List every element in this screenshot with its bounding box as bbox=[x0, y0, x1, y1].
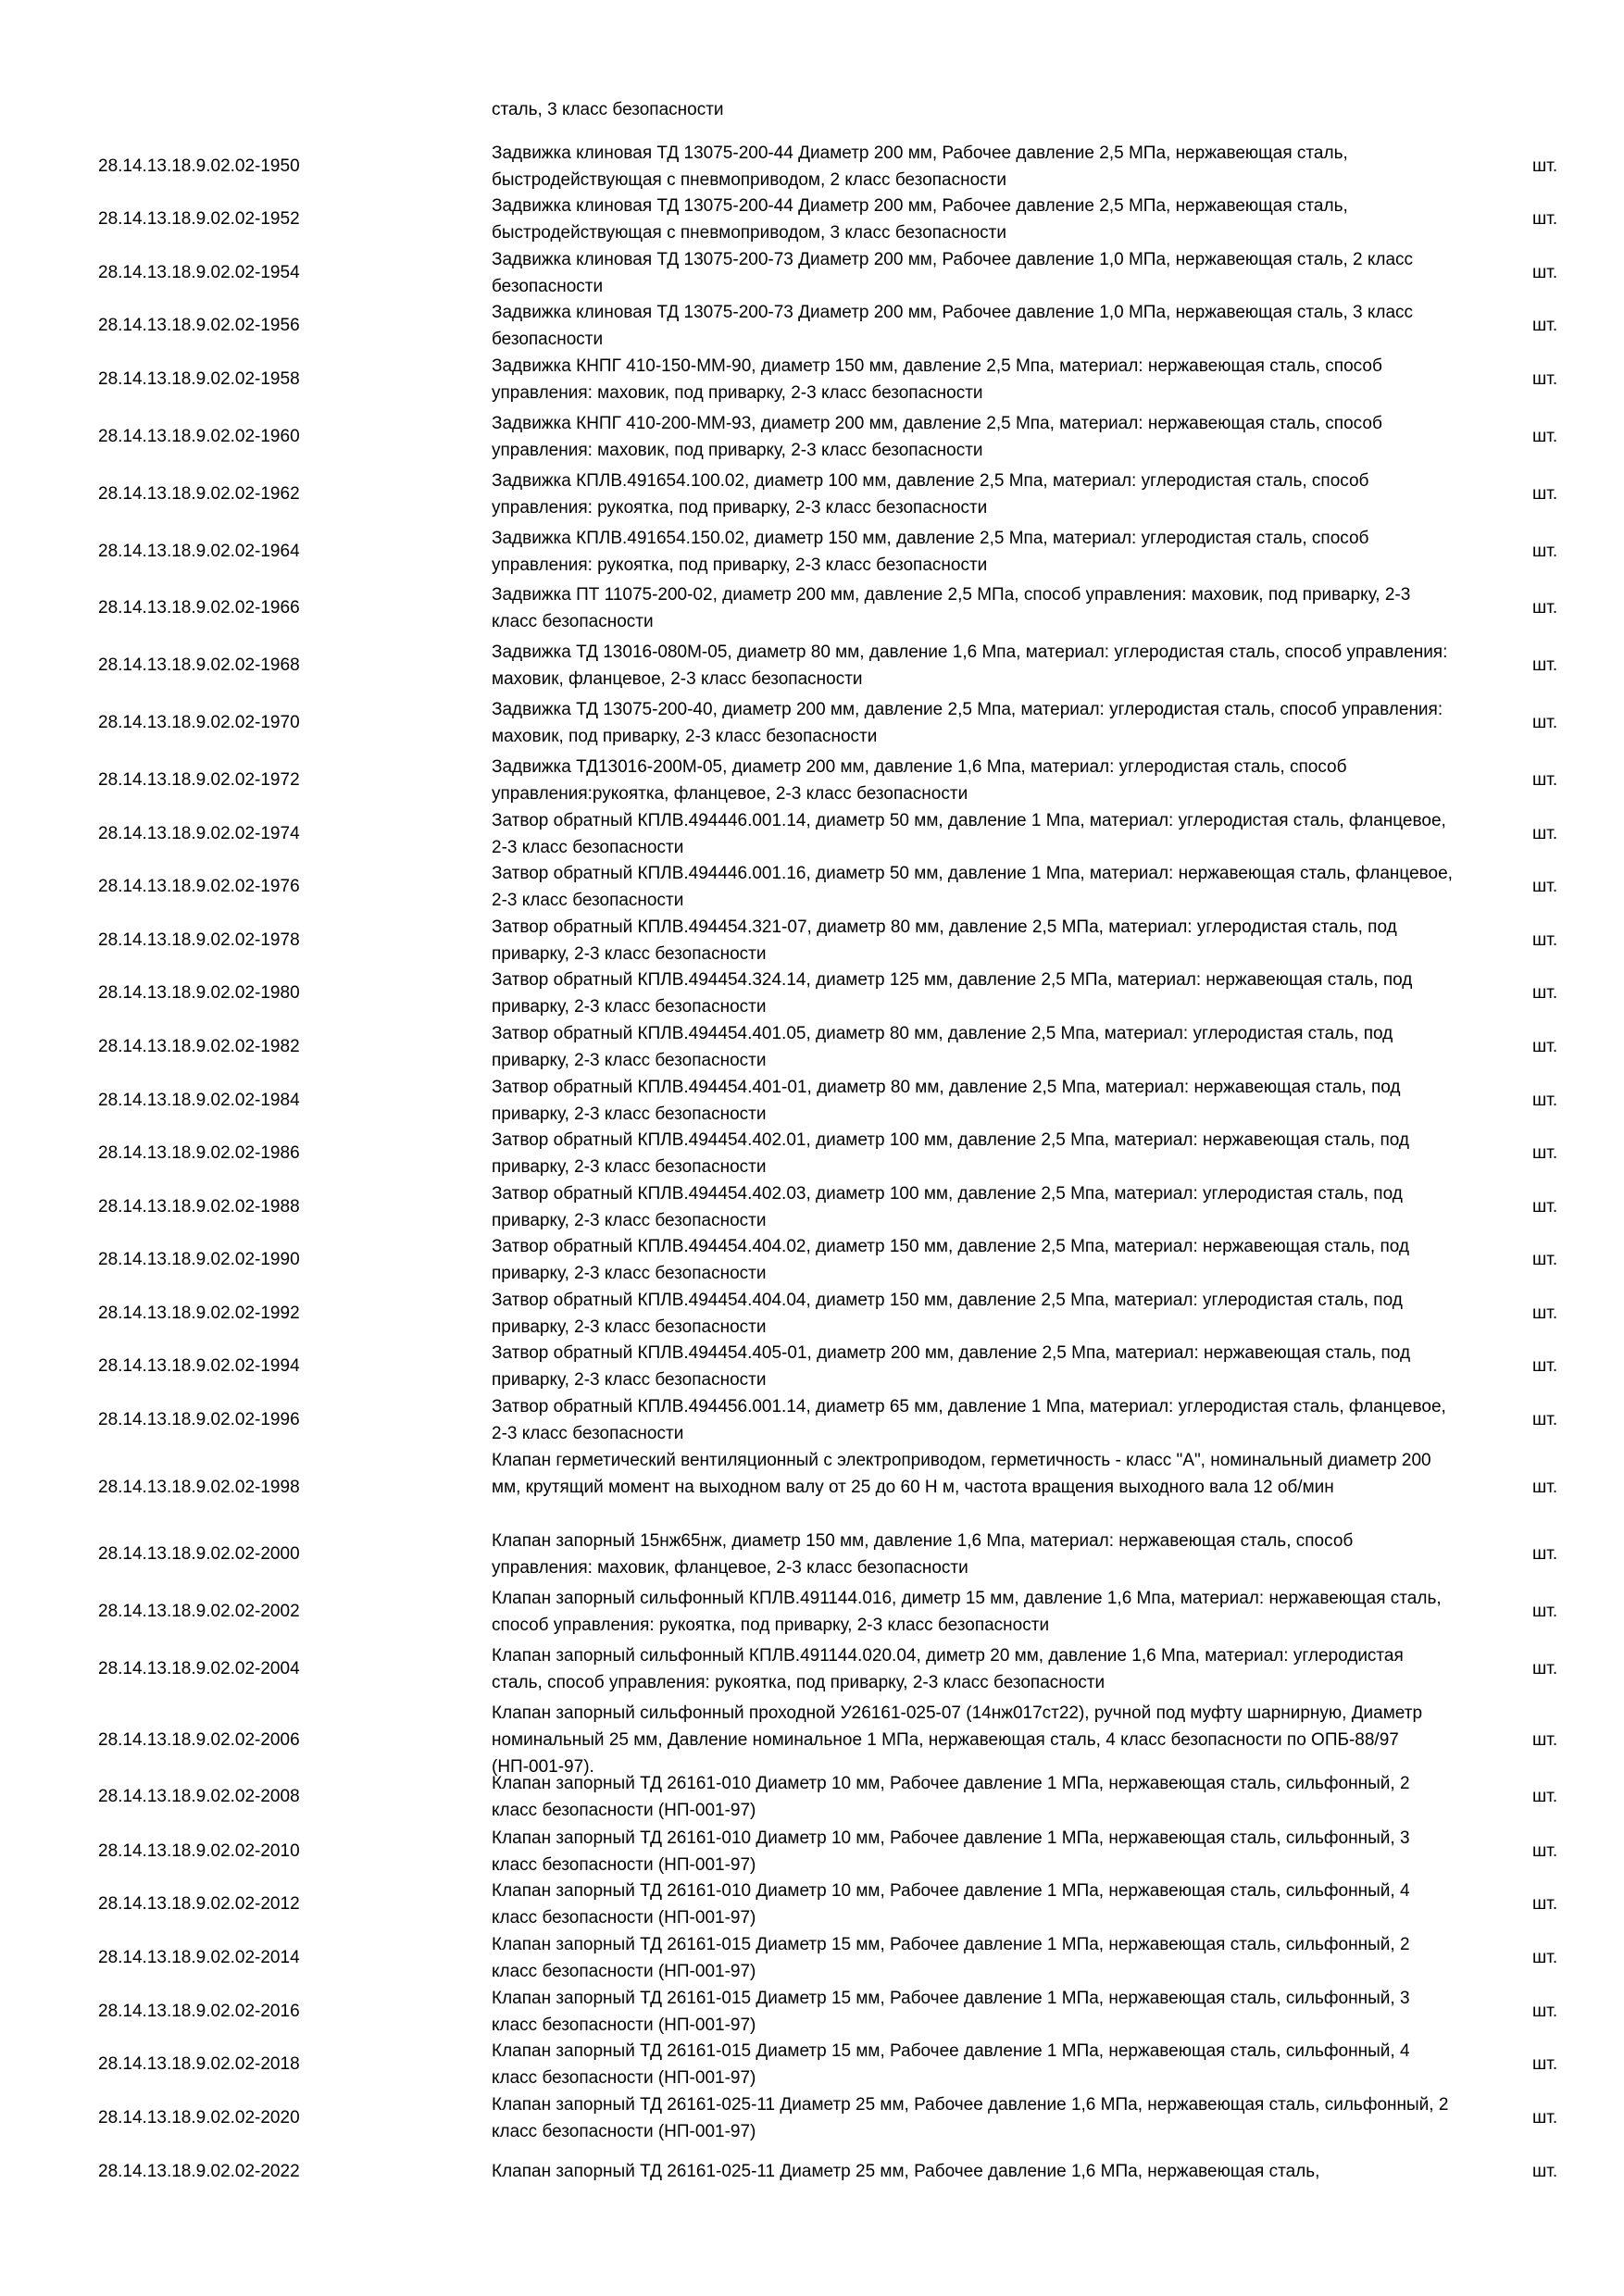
row-code: 28.14.13.18.9.02.02-2020 bbox=[98, 2108, 300, 2128]
row-description: Задвижка ПТ 11075-200-02, диаметр 200 мм, давление 2,5 МПа, способ управления: маховик, под приварку, 2-3 класс безопасности bbox=[492, 585, 1411, 631]
row-description: Задвижка КНПГ 410-150-ММ-90, диаметр 150 мм, давление 2,5 Мпа, материал: нержавеющая сталь, способ управления: маховик, под приварку, 2-3 класс безопасности bbox=[492, 356, 1382, 403]
row-code: 28.14.13.18.9.02.02-2000 bbox=[98, 1544, 300, 1564]
row-code: 28.14.13.18.9.02.02-2008 bbox=[98, 1787, 300, 1806]
row-description: Затвор обратный КПЛВ.494454.402.01, диаметр 100 мм, давление 2,5 Мпа, материал: нержавеющая сталь, под приварку, 2-3 класс безопасности bbox=[492, 1130, 1409, 1177]
row-code: 28.14.13.18.9.02.02-1950 bbox=[98, 156, 300, 176]
row-code: 28.14.13.18.9.02.02-1992 bbox=[98, 1304, 300, 1323]
row-code: 28.14.13.18.9.02.02-1982 bbox=[98, 1037, 300, 1056]
row-unit: шт. bbox=[1532, 484, 1558, 504]
row-description: Задвижка ТД13016-200М-05, диаметр 200 мм, давление 1,6 Мпа, материал: углеродистая сталь, способ управления:рукоятка, фланцевое, 2-3 класс безопасности bbox=[492, 757, 1347, 804]
row-description: Клапан запорный сильфонный проходной У26161-025-07 (14нж017ст22), ручной под муфту шарнирную, Диаметр номинальный 25 мм, Давление номинальное 1 МПа, нержавеющая сталь, 4 класс безопасности по ОПБ-88/97 (НП-001-97). bbox=[492, 1703, 1423, 1777]
row-unit: шт. bbox=[1532, 770, 1558, 790]
row-description: Задвижка клиновая ТД 13075-200-44 Диаметр 200 мм, Рабочее давление 2,5 МПа, нержавеющая сталь, быстродействующая с пневмоприводом, 2 класс безопасности bbox=[492, 144, 1348, 190]
row-description: Задвижка ТД 13075-200-40, диаметр 200 мм, давление 2,5 Мпа, материал: углеродистая сталь, способ управления: маховик, под приварку, 2-3 класс безопасности bbox=[492, 700, 1443, 746]
row-description: Затвор обратный КПЛВ.494454.404.04, диаметр 150 мм, давление 2,5 Мпа, материал: углеродистая сталь, под приварку, 2-3 класс безопасности bbox=[492, 1291, 1403, 1337]
row-description: Клапан запорный ТД 26161-010 Диаметр 10 мм, Рабочее давление 1 МПа, нержавеющая сталь, сильфонный, 2 класс безопасности (НП-001-97) bbox=[492, 1774, 1410, 1820]
row-code: 28.14.13.18.9.02.02-1974 bbox=[98, 824, 300, 843]
row-code: 28.14.13.18.9.02.02-1964 bbox=[98, 542, 300, 561]
row-code: 28.14.13.18.9.02.02-1996 bbox=[98, 1410, 300, 1429]
row-code: 28.14.13.18.9.02.02-1976 bbox=[98, 877, 300, 896]
row-description: Затвор обратный КПЛВ.494454.401-01, диаметр 80 мм, давление 2,5 Мпа, материал: нержавеющая сталь, под приварку, 2-3 класс безопасности bbox=[492, 1078, 1401, 1124]
row-description: Задвижка клиновая ТД 13075-200-73 Диаметр 200 мм, Рабочее давление 1,0 МПа, нержавеющая сталь, 3 класс безопасности bbox=[492, 303, 1414, 349]
row-unit: шт. bbox=[1532, 156, 1558, 176]
row-code: 28.14.13.18.9.02.02-2016 bbox=[98, 2002, 300, 2021]
row-description: Затвор обратный КПЛВ.494454.404.02, диаметр 150 мм, давление 2,5 Мпа, материал: нержавеющая сталь, под приварку, 2-3 класс безопасности bbox=[492, 1237, 1409, 1283]
row-unit: шт. bbox=[1532, 1948, 1558, 1967]
row-code: 28.14.13.18.9.02.02-1962 bbox=[98, 484, 300, 504]
row-code: 28.14.13.18.9.02.02-1970 bbox=[98, 713, 300, 732]
row-code: 28.14.13.18.9.02.02-1968 bbox=[98, 655, 300, 675]
row-unit: шт. bbox=[1532, 824, 1558, 843]
row-description: Затвор обратный КПЛВ.494454.402.03, диаметр 100 мм, давление 2,5 Мпа, материал: углеродистая сталь, под приварку, 2-3 класс безопасности bbox=[492, 1184, 1403, 1230]
row-description: Затвор обратный КПЛВ.494454.401.05, диаметр 80 мм, давление 2,5 Мпа, материал: углеродистая сталь, под приварку, 2-3 класс безопасности bbox=[492, 1024, 1393, 1070]
row-unit: шт. bbox=[1532, 1356, 1558, 1376]
row-code: 28.14.13.18.9.02.02-1956 bbox=[98, 316, 300, 335]
row-description: Задвижка ТД 13016-080М-05, диаметр 80 мм, давление 1,6 Мпа, материал: углеродистая сталь, способ управления: маховик, фланцевое, 2-3 класс безопасности bbox=[492, 643, 1448, 689]
row-code: 28.14.13.18.9.02.02-1952 bbox=[98, 209, 300, 229]
row-code: 28.14.13.18.9.02.02-1998 bbox=[98, 1477, 300, 1497]
row-description: Задвижка КНПГ 410-200-ММ-93, диаметр 200 мм, давление 2,5 Мпа, материал: нержавеющая сталь, способ управления: маховик, под приварку, 2-3 класс безопасности bbox=[492, 414, 1382, 460]
row-unit: шт. bbox=[1532, 1304, 1558, 1323]
row-code: 28.14.13.18.9.02.02-2022 bbox=[98, 2161, 300, 2181]
row-description: Задвижка клиновая ТД 13075-200-44 Диаметр 200 мм, Рабочее давление 2,5 МПа, нержавеющая сталь, быстродействующая с пневмоприводом, 3 класс безопасности bbox=[492, 196, 1348, 243]
row-description: Затвор обратный КПЛВ.494454.405-01, диаметр 200 мм, давление 2,5 Мпа, материал: нержавеющая сталь, под приварку, 2-3 класс безопасности bbox=[492, 1343, 1411, 1390]
row-code: 28.14.13.18.9.02.02-2018 bbox=[98, 2054, 300, 2074]
row-description: Клапан запорный ТД 26161-025-11 Диаметр 25 мм, Рабочее давление 1,6 МПа, нержавеющая сталь, bbox=[492, 2162, 1320, 2181]
row-unit: шт. bbox=[1532, 1787, 1558, 1806]
row-description: Клапан запорный ТД 26161-010 Диаметр 10 мм, Рабочее давление 1 МПа, нержавеющая сталь, сильфонный, 3 класс безопасности (НП-001-97) bbox=[492, 1828, 1410, 1875]
row-description: Клапан герметический вентиляционный с электроприводом, герметичность - класс "А", номинальный диаметр 200 мм, крутящий момент на выходном валу от 25 до 60 Н м, частота вращения выходного вала 12 об/мин bbox=[492, 1451, 1431, 1497]
row-unit: шт. bbox=[1532, 930, 1558, 950]
row-code: 28.14.13.18.9.02.02-1958 bbox=[98, 369, 300, 389]
row-unit: шт. bbox=[1532, 2161, 1558, 2181]
row-unit: шт. bbox=[1532, 983, 1558, 1003]
row-unit: шт. bbox=[1532, 713, 1558, 732]
row-unit: шт. bbox=[1532, 655, 1558, 675]
row-code: 28.14.13.18.9.02.02-1986 bbox=[98, 1143, 300, 1163]
row-unit: шт. bbox=[1532, 1037, 1558, 1056]
row-description: Затвор обратный КПЛВ.494446.001.14, диаметр 50 мм, давление 1 Мпа, материал: углеродистая сталь, фланцевое, 2-3 класс безопасности bbox=[492, 811, 1446, 857]
row-code: 28.14.13.18.9.02.02-1994 bbox=[98, 1356, 300, 1376]
row-code: 28.14.13.18.9.02.02-2006 bbox=[98, 1729, 300, 1750]
row-description: Задвижка клиновая ТД 13075-200-73 Диаметр 200 мм, Рабочее давление 1,0 МПа, нержавеющая сталь, 2 класс безопасности bbox=[492, 250, 1414, 296]
row-unit: шт. bbox=[1532, 427, 1558, 446]
row-code: 28.14.13.18.9.02.02-2002 bbox=[98, 1602, 300, 1621]
row-code: 28.14.13.18.9.02.02-2012 bbox=[98, 1894, 300, 1914]
row-unit: шт. bbox=[1532, 1477, 1558, 1497]
row-unit: шт. bbox=[1532, 877, 1558, 896]
row-unit: шт. bbox=[1532, 1659, 1558, 1678]
row-description: Клапан запорный сильфонный КПЛВ.491144.016, диметр 15 мм, давление 1,6 Мпа, материал: нержавеющая сталь, способ управления: рукоятка, под приварку, 2-3 класс безопасности bbox=[492, 1589, 1442, 1635]
row-unit: шт. bbox=[1532, 2054, 1558, 2074]
row-description: Клапан запорный ТД 26161-010 Диаметр 10 мм, Рабочее давление 1 МПа, нержавеющая сталь, сильфонный, 4 класс безопасности (НП-001-97) bbox=[492, 1881, 1410, 1928]
row-code: 28.14.13.18.9.02.02-2010 bbox=[98, 1841, 300, 1861]
row-unit: шт. bbox=[1532, 209, 1558, 229]
row-description: Затвор обратный КПЛВ.494446.001.16, диаметр 50 мм, давление 1 Мпа, материал: нержавеющая сталь, фланцевое, 2-3 класс безопасности bbox=[492, 864, 1453, 910]
row-unit: шт. bbox=[1532, 369, 1558, 389]
row-code: 28.14.13.18.9.02.02-1972 bbox=[98, 770, 300, 790]
row-unit: шт. bbox=[1532, 1250, 1558, 1269]
row-unit: шт. bbox=[1532, 1841, 1558, 1861]
row-description: Клапан запорный сильфонный КПЛВ.491144.020.04, диметр 20 мм, давление 1,6 Мпа, материал: углеродистая сталь, способ управления: рукоятка, под приварку, 2-3 класс безопасности bbox=[492, 1646, 1404, 1692]
row-unit: шт. bbox=[1532, 316, 1558, 335]
row-description: Клапан запорный ТД 26161-025-11 Диаметр 25 мм, Рабочее давление 1,6 МПа, нержавеющая сталь, сильфонный, 2 класс безопасности (НП-001-97) bbox=[492, 2095, 1449, 2141]
row-unit: шт. bbox=[1532, 1410, 1558, 1429]
row-description: Затвор обратный КПЛВ.494456.001.14, диаметр 65 мм, давление 1 Мпа, материал: углеродистая сталь, фланцевое, 2-3 класс безопасности bbox=[492, 1397, 1446, 1443]
row-unit: шт. bbox=[1532, 598, 1558, 618]
row-code: 28.14.13.18.9.02.02-1966 bbox=[98, 598, 300, 618]
row-description: Задвижка КПЛВ.491654.150.02, диаметр 150 мм, давление 2,5 Мпа, материал: углеродистая сталь, способ управления: рукоятка, под приварку, 2-3 класс безопасности bbox=[492, 529, 1369, 575]
row-code: 28.14.13.18.9.02.02-1980 bbox=[98, 983, 300, 1003]
row-description: Клапан запорный ТД 26161-015 Диаметр 15 мм, Рабочее давление 1 МПа, нержавеющая сталь, сильфонный, 2 класс безопасности (НП-001-97) bbox=[492, 1935, 1410, 1981]
row-code: 28.14.13.18.9.02.02-2004 bbox=[98, 1659, 300, 1678]
row-unit: шт. bbox=[1532, 1602, 1558, 1621]
row-unit: шт. bbox=[1532, 2108, 1558, 2128]
row-unit: шт. bbox=[1532, 1544, 1558, 1564]
row-code: 28.14.13.18.9.02.02-1954 bbox=[98, 263, 300, 282]
row-code: 28.14.13.18.9.02.02-1988 bbox=[98, 1197, 300, 1217]
row-description: Задвижка КПЛВ.491654.100.02, диаметр 100 мм, давление 2,5 Мпа, материал: углеродистая сталь, способ управления: рукоятка, под приварку, 2-3 класс безопасности bbox=[492, 471, 1369, 518]
row-unit: шт. bbox=[1532, 1197, 1558, 1217]
row-code: 28.14.13.18.9.02.02-1960 bbox=[98, 427, 300, 446]
continued-description: сталь, 3 класс безопасности bbox=[492, 100, 724, 119]
row-code: 28.14.13.18.9.02.02-1990 bbox=[98, 1250, 300, 1269]
row-description: Клапан запорный ТД 26161-015 Диаметр 15 мм, Рабочее давление 1 МПа, нержавеющая сталь, сильфонный, 4 класс безопасности (НП-001-97) bbox=[492, 2041, 1410, 2088]
row-code: 28.14.13.18.9.02.02-1978 bbox=[98, 930, 300, 950]
row-unit: шт. bbox=[1532, 263, 1558, 282]
row-unit: шт. bbox=[1532, 1894, 1558, 1914]
row-unit: шт. bbox=[1532, 542, 1558, 561]
row-code: 28.14.13.18.9.02.02-1984 bbox=[98, 1091, 300, 1110]
row-unit: шт. bbox=[1532, 1143, 1558, 1163]
row-unit: шт. bbox=[1532, 1091, 1558, 1110]
row-description: Затвор обратный КПЛВ.494454.324.14, диаметр 125 мм, давление 2,5 МПа, материал: нержавеющая сталь, под приварку, 2-3 класс безопасности bbox=[492, 970, 1413, 1017]
row-description: Затвор обратный КПЛВ.494454.321-07, диаметр 80 мм, давление 2,5 МПа, материал: углеродистая сталь, под приварку, 2-3 класс безопасности bbox=[492, 917, 1397, 964]
row-description: Клапан запорный ТД 26161-015 Диаметр 15 мм, Рабочее давление 1 МПа, нержавеющая сталь, сильфонный, 3 класс безопасности (НП-001-97) bbox=[492, 1989, 1410, 2035]
row-unit: шт. bbox=[1532, 1729, 1558, 1750]
row-code: 28.14.13.18.9.02.02-2014 bbox=[98, 1948, 300, 1967]
row-description: Клапан запорный 15нж65нж, диаметр 150 мм, давление 1,6 Мпа, материал: нержавеющая сталь, способ управления: маховик, фланцевое, 2-3 класс безопасности bbox=[492, 1531, 1354, 1578]
row-unit: шт. bbox=[1532, 2002, 1558, 2021]
